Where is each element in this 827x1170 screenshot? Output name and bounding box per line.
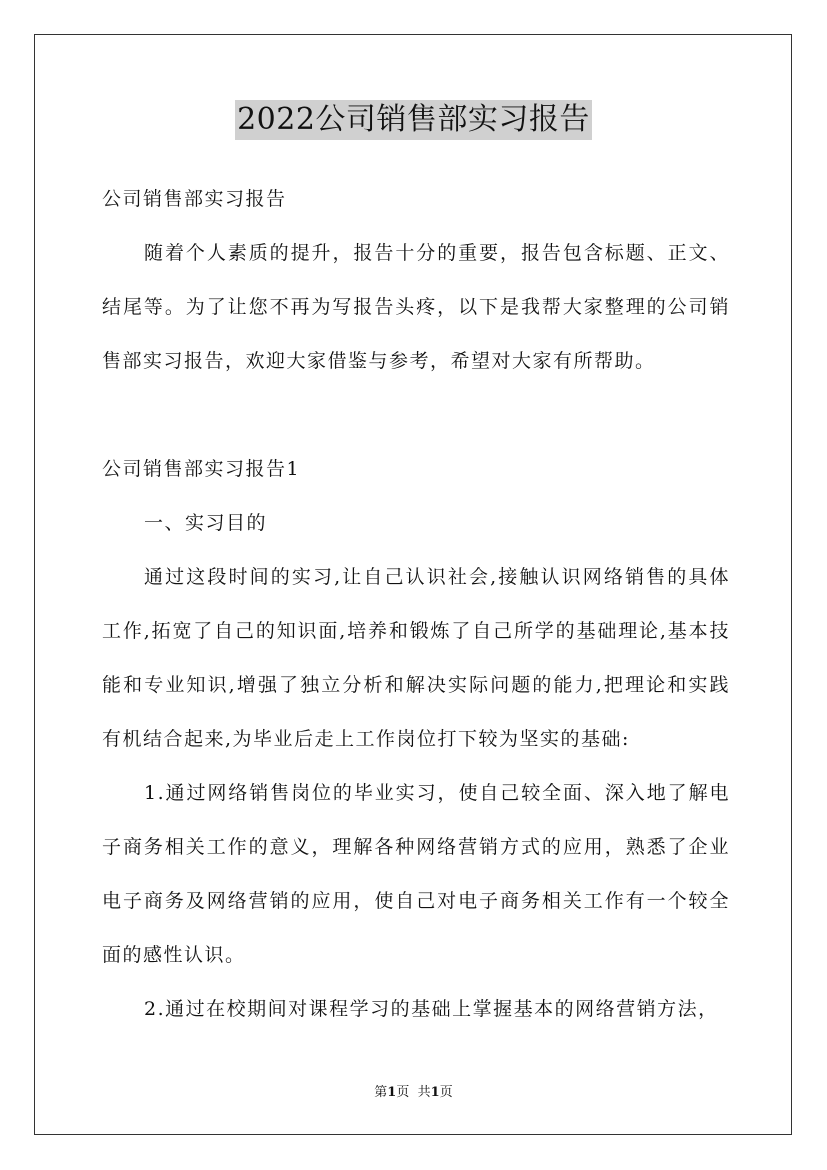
total-pages: 1 bbox=[430, 1085, 440, 1100]
total-label-prefix: 共 bbox=[417, 1085, 431, 1100]
document-title: 2022公司销售部实习报告 bbox=[235, 100, 592, 140]
page-label-prefix: 第 bbox=[374, 1085, 388, 1100]
paragraph-spacer bbox=[102, 388, 730, 442]
page-number: 1 bbox=[387, 1085, 397, 1100]
document-subtitle: 公司销售部实习报告 bbox=[102, 188, 287, 210]
total-label-suffix: 页 bbox=[439, 1085, 453, 1100]
intro-paragraph: 随着个人素质的提升，报告十分的重要，报告包含标题、正文、结尾等。为了让您不再为写报告头疼，以下是我帮大家整理的公司销售部实习报告，欢迎大家借鉴与参考，希望对大家有所帮助。 bbox=[102, 242, 730, 372]
numbered-item-1: 1.通过网络销售岗位的毕业实习，使自己较全面、深入地了解电子商务相关工作的意义，理解各种网络营销方式的应用，熟悉了企业电子商务及网络营销的应用，使自己对电子商务相关工作有一个较全面的感性认识。 bbox=[102, 782, 730, 966]
page-label-suffix: 页 bbox=[396, 1085, 410, 1100]
document-body bbox=[102, 172, 730, 1036]
page-footer bbox=[0, 1084, 827, 1102]
section-heading: 公司销售部实习报告1 bbox=[102, 458, 301, 480]
body-paragraph: 通过这段时间的实习,让自己认识社会,接触认识网络销售的具体工作,拓宽了自己的知识面,培养和锻炼了自己所学的基础理论,基本技能和专业知识,增强了独立分析和解决实际问题的能力,把理论和实践有机结合起来,为毕业后走上工作岗位打下较为坚实的基础: bbox=[102, 566, 730, 750]
numbered-item-2: 2.通过在校期间对课程学习的基础上掌握基本的网络营销方法， bbox=[144, 998, 719, 1020]
title-container bbox=[0, 100, 827, 140]
subsection-heading: 一、实习目的 bbox=[144, 512, 268, 534]
